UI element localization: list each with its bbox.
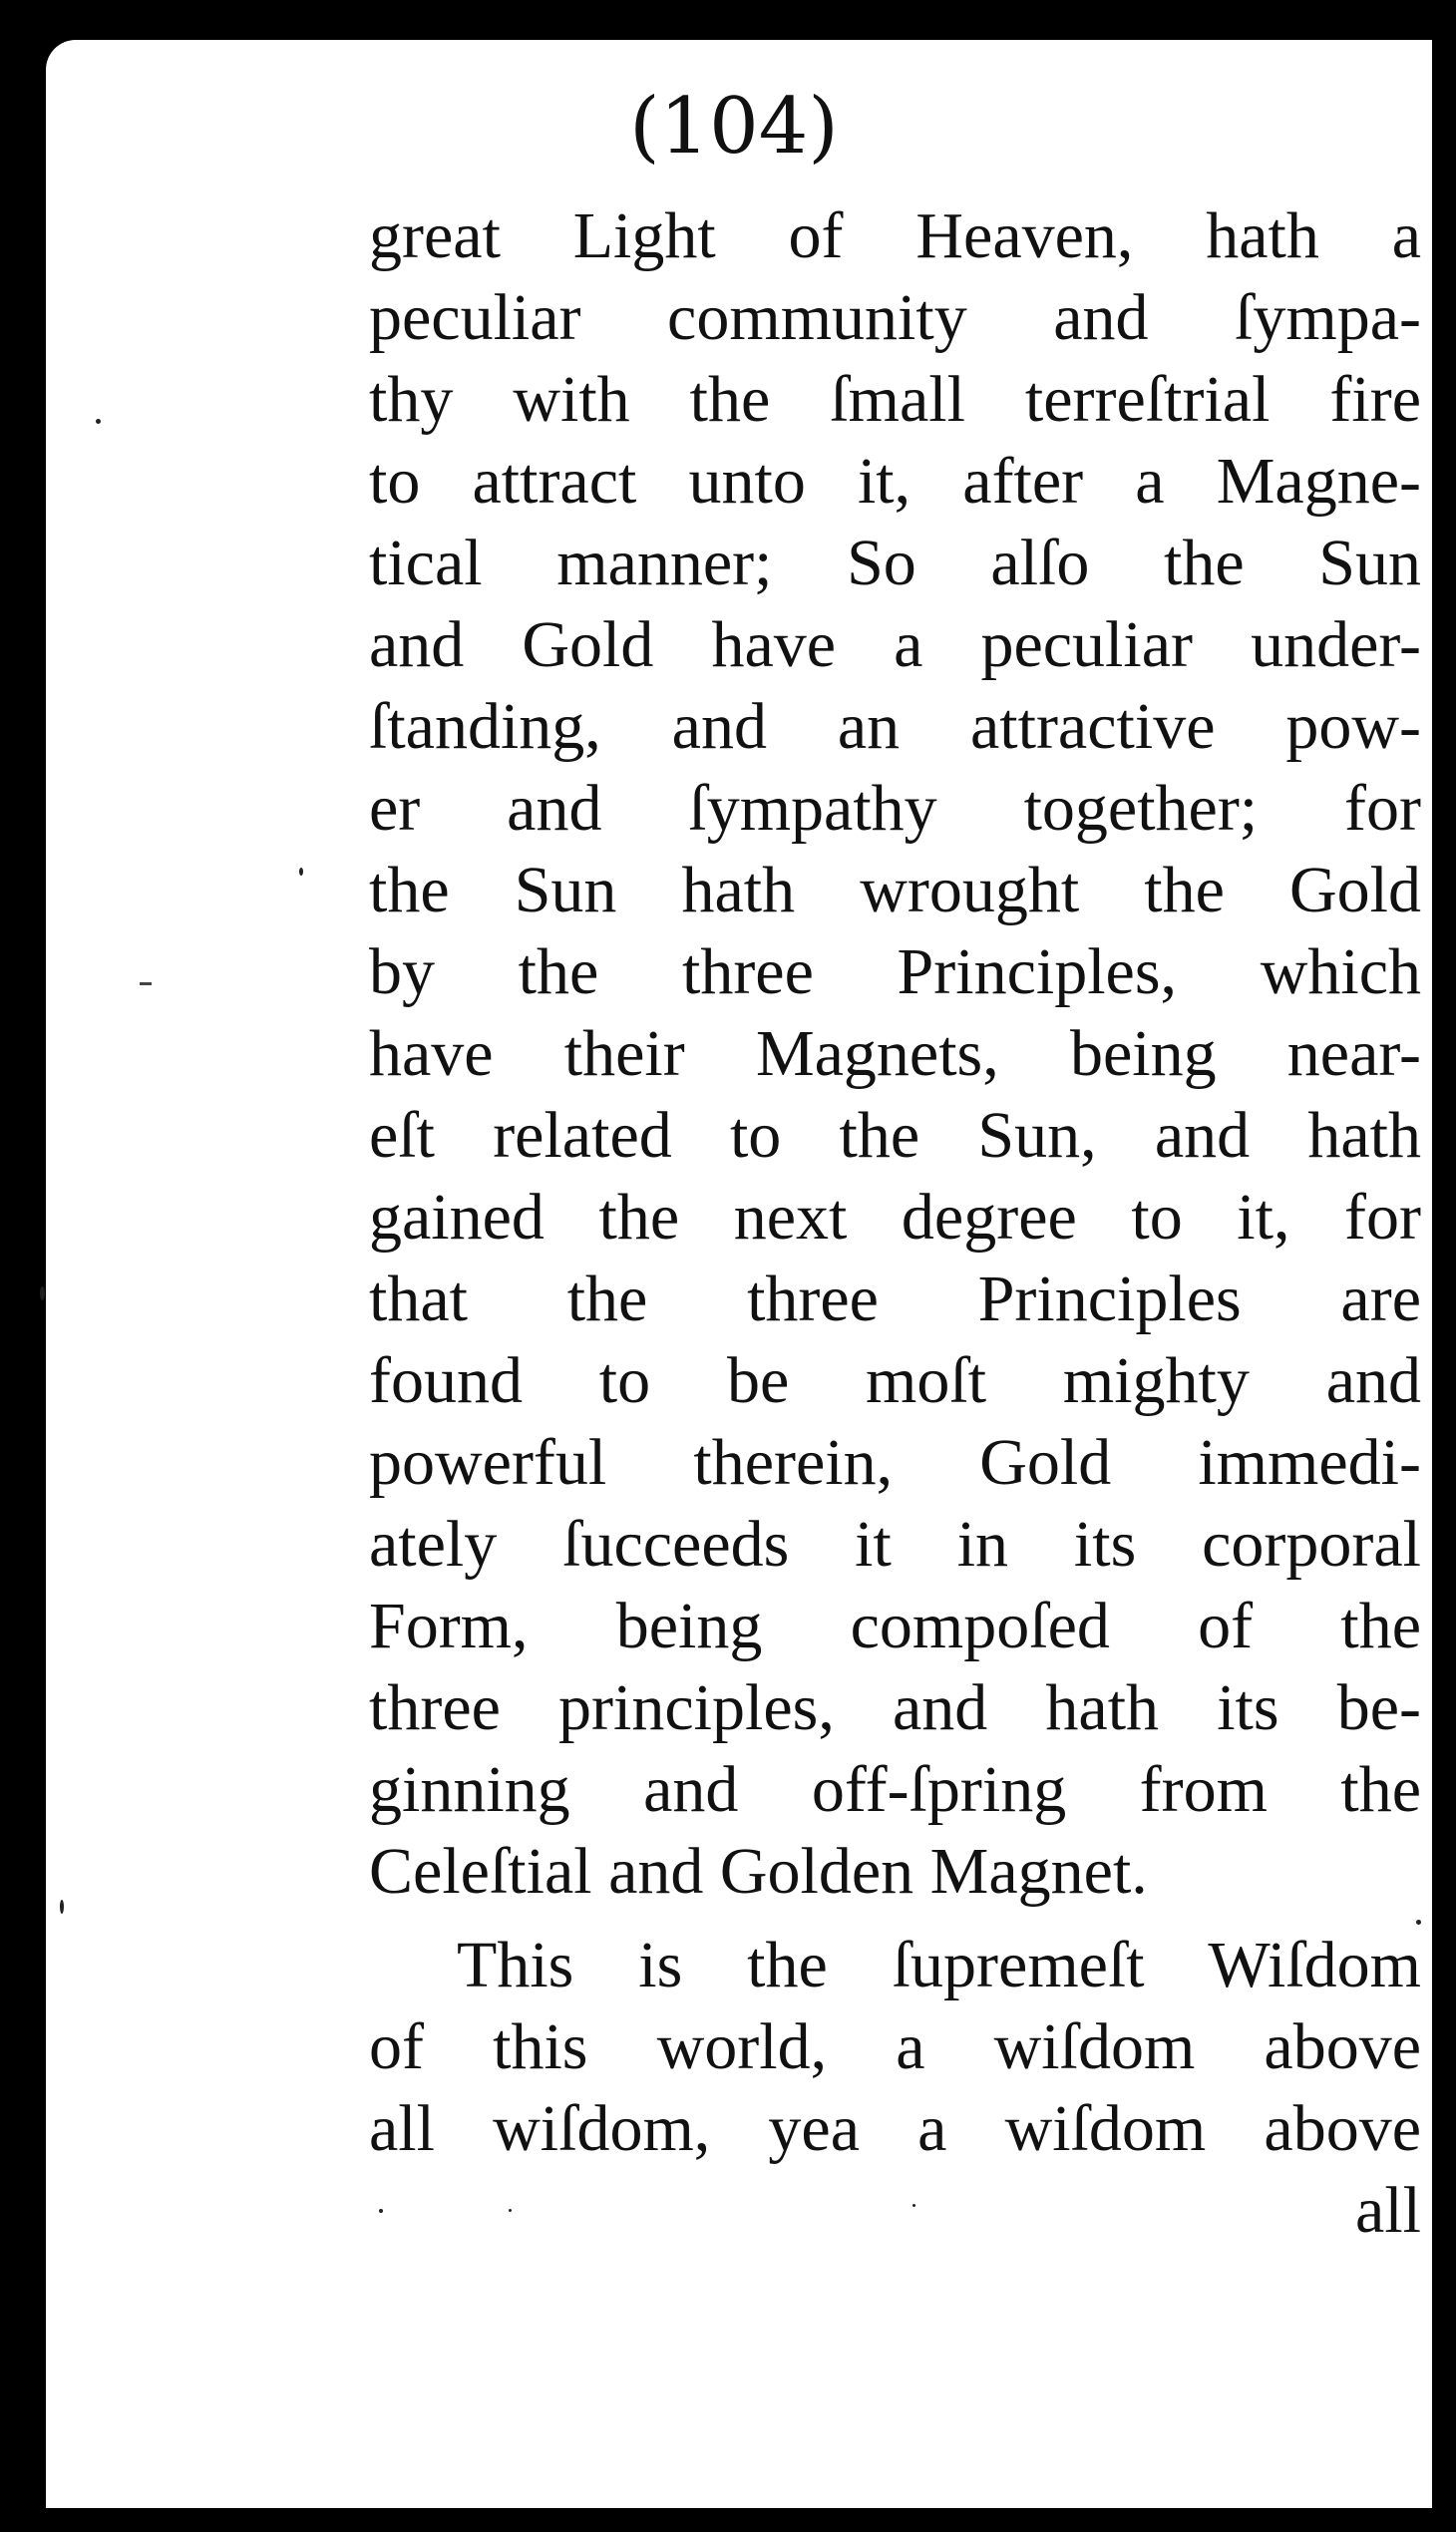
text-line: thy with the ſmall terreſtrial fire <box>369 363 1421 436</box>
text-line: all wiſdom, yea a wiſdom above <box>369 2092 1421 2165</box>
catchword: all <box>1355 2174 1421 2247</box>
text-line: This is the ſupremeſt Wiſdom <box>457 1929 1421 2001</box>
text-line: ginning and off-ſpring from the <box>369 1753 1421 1826</box>
scan-speck <box>60 1900 64 1914</box>
scan-speck <box>140 982 152 985</box>
text-line: and Gold have a peculiar under- <box>369 608 1421 681</box>
text-line: three principles, and hath its be- <box>369 1671 1421 1744</box>
text-line: of this world, a wiſdom above <box>369 2010 1421 2083</box>
text-line: gained the next degree to it, for <box>369 1181 1421 1254</box>
text-line: Form, being compoſed of the <box>369 1590 1421 1662</box>
text-line: eſt related to the Sun, and hath <box>369 1099 1421 1172</box>
text-line: ately ſucceeds it in its corporal <box>369 1508 1421 1581</box>
text-line: ſtanding, and an attractive pow- <box>369 690 1421 763</box>
scan-speck <box>379 2209 383 2213</box>
text-line: powerful therein, Gold immedi- <box>369 1426 1421 1499</box>
text-line: er and ſympathy together; for <box>369 772 1421 845</box>
text-line: to attract unto it, after a Magne- <box>369 445 1421 518</box>
scan-speck <box>1416 1920 1421 1925</box>
page-number: (104) <box>629 82 839 172</box>
scan-speck <box>912 2204 915 2207</box>
text-line: have their Magnets, being near- <box>369 1017 1421 1090</box>
text-line: by the three Principles, which <box>369 935 1421 1008</box>
body-text <box>369 195 1421 2252</box>
scan-speck <box>40 1286 45 1300</box>
scan-speck <box>96 419 101 424</box>
text-line: the Sun hath wrought the Gold <box>369 854 1421 926</box>
text-line: tical manner; So alſo the Sun <box>369 527 1421 599</box>
text-line: peculiar community and ſympa- <box>369 281 1421 354</box>
scan-speck <box>299 868 303 876</box>
text-line: that the three Principles are <box>369 1263 1421 1335</box>
text-line: found to be moſt mighty and <box>369 1344 1421 1417</box>
scan-speck <box>509 2209 512 2212</box>
text-line: Celeſtial and Golden Magnet. <box>369 1835 1148 1908</box>
scan-border-top <box>0 0 1456 40</box>
text-line: great Light of Heaven, hath a <box>369 199 1421 272</box>
